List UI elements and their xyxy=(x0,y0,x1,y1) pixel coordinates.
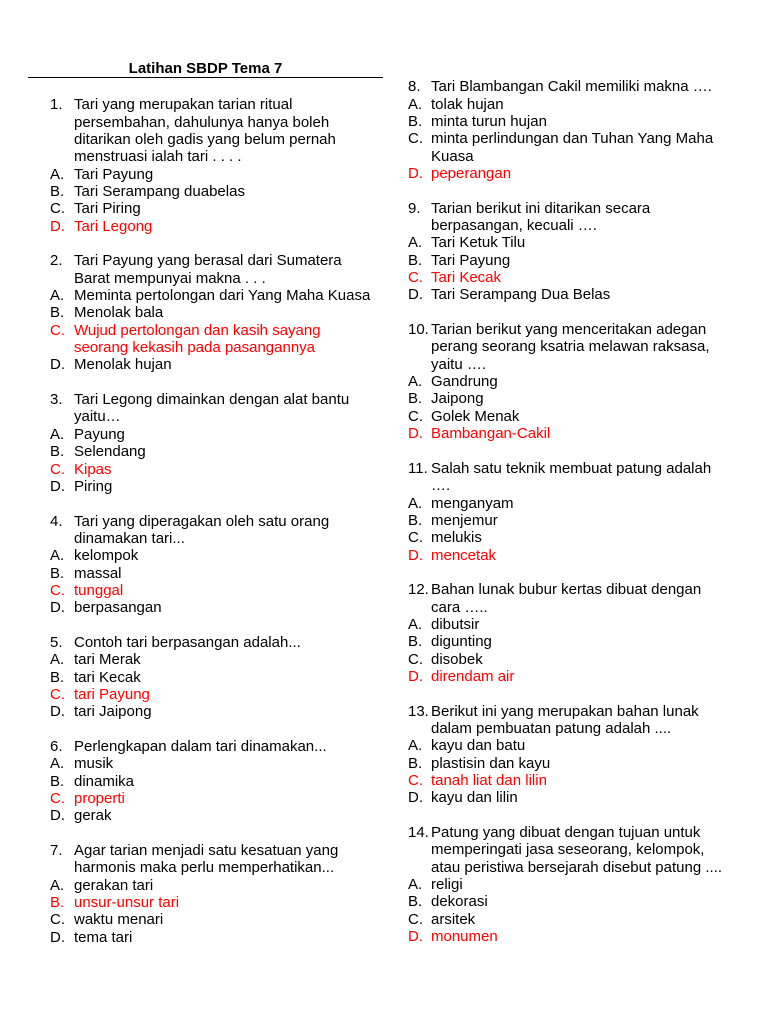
option-text: Jaipong xyxy=(431,390,484,408)
question-number: 1. xyxy=(50,96,63,114)
option-text: massal xyxy=(74,564,122,582)
option-a xyxy=(50,287,395,304)
option-letter: D. xyxy=(50,356,65,374)
option-letter: B. xyxy=(50,564,65,582)
option-text: Gandrung xyxy=(431,373,498,391)
option-a xyxy=(408,234,758,251)
question-text: Bahan lunak bubur kertas dibuat dengan cara ….. xyxy=(431,581,702,616)
question-stem xyxy=(408,78,758,95)
option-c xyxy=(50,582,395,599)
option-d xyxy=(50,599,395,616)
option-letter: B. xyxy=(50,772,65,790)
option-letter: C. xyxy=(50,321,65,339)
option-letter: D. xyxy=(408,286,423,304)
option-text: tari Merak xyxy=(74,651,141,669)
question-number: 4. xyxy=(50,512,63,530)
option-text: tari Jaipong xyxy=(74,703,152,721)
option-letter: C. xyxy=(408,650,423,668)
option-b xyxy=(50,669,395,686)
option-letter: B. xyxy=(50,304,65,322)
option-text: Menolak bala xyxy=(74,304,164,322)
option-text: Tari Ketuk Tilu xyxy=(431,234,526,252)
left-column xyxy=(50,96,395,963)
option-letter: B. xyxy=(408,390,423,408)
question-text: Tarian berikut ini ditarikan secara berpasangan, kecuali …. xyxy=(431,199,651,235)
option-c xyxy=(408,408,758,425)
question-stem xyxy=(408,824,758,876)
option-b xyxy=(408,512,758,529)
question-stem xyxy=(50,391,395,426)
option-letter: D. xyxy=(50,703,65,721)
option-text: gerakan tari xyxy=(74,876,154,894)
question-text: Tari Payung yang berasal dari Sumatera Barat mempunyai makna . . . xyxy=(74,252,342,287)
option-d xyxy=(408,928,758,945)
option-text: tari Kecak xyxy=(74,668,141,686)
option-c xyxy=(408,269,758,286)
option-letter: C. xyxy=(50,685,65,703)
option-letter: C. xyxy=(408,407,423,425)
option-b xyxy=(50,894,395,911)
option-b xyxy=(50,304,395,321)
option-letter: A. xyxy=(50,547,65,565)
option-text: kayu dan batu xyxy=(431,737,526,755)
option-letter: B. xyxy=(50,894,65,912)
right-column xyxy=(408,78,758,963)
question-text: Perlengkapan dalam tari dinamakan... xyxy=(74,738,327,756)
option-letter: C. xyxy=(408,529,423,547)
option-letter: A. xyxy=(408,95,423,113)
option-b xyxy=(408,390,758,407)
option-text: arsitek xyxy=(431,910,476,928)
option-letter: D. xyxy=(50,599,65,617)
option-d xyxy=(50,703,395,720)
option-letter: D. xyxy=(408,789,423,807)
question-text: Salah satu teknik membuat patung adalah …. xyxy=(431,459,712,495)
title-underline xyxy=(28,77,383,78)
option-a xyxy=(408,495,758,512)
option-text: kayu dan lilin xyxy=(431,789,518,807)
option-d xyxy=(408,789,758,806)
option-letter: C. xyxy=(50,581,65,599)
question-text: Agar tarian menjadi satu kesatuan yang harmonis maka perlu memperhatikan... xyxy=(74,842,339,877)
question-3 xyxy=(50,391,395,495)
option-a xyxy=(408,737,758,754)
option-c xyxy=(408,911,758,928)
option-text: Tari Serampang duabelas xyxy=(74,183,245,201)
option-a xyxy=(408,616,758,633)
option-text: Kipas xyxy=(74,460,112,478)
option-c xyxy=(408,130,758,165)
option-letter: B. xyxy=(50,668,65,686)
option-text: Piring xyxy=(74,477,113,495)
option-text: tema tari xyxy=(74,928,133,946)
option-d xyxy=(50,807,395,824)
option-b xyxy=(50,443,395,460)
option-letter: A. xyxy=(50,876,65,894)
question-number: 7. xyxy=(50,842,63,860)
option-c xyxy=(408,651,758,668)
option-letter: A. xyxy=(408,234,423,252)
option-letter: A. xyxy=(50,165,65,183)
option-letter: C. xyxy=(408,910,423,928)
option-letter: B. xyxy=(408,893,423,911)
question-number: 6. xyxy=(50,738,63,756)
option-text: mencetak xyxy=(431,546,497,564)
option-text: dinamika xyxy=(74,772,135,790)
option-c xyxy=(408,529,758,546)
option-a xyxy=(50,651,395,668)
option-text: Tari Payung xyxy=(74,165,154,183)
question-text: Tari yang merupakan tarian ritual persembahan, dahulunya hanya boleh ditarikan oleh gadis yang belum pernah menstruasi ialah tari . . . . xyxy=(74,96,336,166)
question-text: Contoh tari berpasangan adalah... xyxy=(74,633,301,651)
option-b xyxy=(408,113,758,130)
question-stem xyxy=(408,460,758,495)
option-letter: D. xyxy=(50,217,65,235)
option-c xyxy=(50,911,395,928)
question-stem xyxy=(408,200,758,235)
question-11 xyxy=(408,460,758,564)
question-stem xyxy=(50,96,395,165)
option-letter: B. xyxy=(50,183,65,201)
question-number: 14. xyxy=(408,824,429,842)
option-c xyxy=(50,461,395,478)
option-letter: D. xyxy=(408,425,423,443)
question-12 xyxy=(408,581,758,685)
option-letter: B. xyxy=(50,443,65,461)
option-letter: A. xyxy=(50,651,65,669)
question-text: Berikut ini yang merupakan bahan lunak dalam pembuatan patung adalah .... xyxy=(431,702,699,738)
question-stem xyxy=(408,703,758,738)
option-text: menjemur xyxy=(431,511,498,529)
option-text: Wujud pertolongan dan kasih sayang seorang kekasih pada pasangannya xyxy=(74,321,321,357)
option-letter: A. xyxy=(408,876,423,894)
question-number: 9. xyxy=(408,199,421,217)
option-text: melukis xyxy=(431,529,482,547)
question-stem xyxy=(408,581,758,616)
option-text: direndam air xyxy=(431,667,515,685)
option-text: berpasangan xyxy=(74,599,162,617)
question-number: 8. xyxy=(408,78,421,96)
option-a xyxy=(50,877,395,894)
option-text: plastisin dan kayu xyxy=(431,754,551,772)
option-letter: A. xyxy=(50,287,65,305)
option-letter: D. xyxy=(408,546,423,564)
question-stem xyxy=(50,634,395,651)
option-text: dibutsir xyxy=(431,615,480,633)
option-letter: B. xyxy=(408,251,423,269)
option-text: Tari Serampang Dua Belas xyxy=(431,286,611,304)
option-d xyxy=(408,425,758,442)
option-b xyxy=(408,893,758,910)
option-text: Tari Legong xyxy=(74,217,153,235)
option-letter: A. xyxy=(50,755,65,773)
option-text: disobek xyxy=(431,650,483,668)
question-number: 12. xyxy=(408,581,429,599)
option-letter: C. xyxy=(50,460,65,478)
question-7 xyxy=(50,842,395,946)
option-a xyxy=(50,166,395,183)
option-letter: C. xyxy=(408,269,423,287)
option-c xyxy=(50,790,395,807)
question-10 xyxy=(408,321,758,442)
option-text: dekorasi xyxy=(431,893,488,911)
question-4 xyxy=(50,513,395,617)
question-number: 11. xyxy=(408,459,428,477)
option-a xyxy=(50,547,395,564)
option-letter: A. xyxy=(408,615,423,633)
option-text: tolak hujan xyxy=(431,95,504,113)
question-14 xyxy=(408,824,758,945)
option-text: gerak xyxy=(74,807,112,825)
question-number: 13. xyxy=(408,702,429,720)
option-letter: D. xyxy=(50,477,65,495)
question-text: Tari yang diperagakan oleh satu orang dinamakan tari... xyxy=(74,512,330,547)
option-letter: C. xyxy=(50,790,65,808)
option-text: Meminta pertolongan dari Yang Maha Kuasa xyxy=(74,287,371,305)
option-text: properti xyxy=(74,790,125,808)
option-letter: C. xyxy=(50,200,65,218)
option-letter: B. xyxy=(408,754,423,772)
question-text: Tari Legong dimainkan dengan alat bantu yaitu… xyxy=(74,391,350,426)
option-letter: A. xyxy=(408,737,423,755)
question-number: 3. xyxy=(50,391,63,409)
question-6 xyxy=(50,738,395,825)
option-letter: C. xyxy=(50,911,65,929)
option-c xyxy=(50,322,395,357)
option-text: tanah liat dan lilin xyxy=(431,772,547,790)
option-c xyxy=(50,200,395,217)
option-a xyxy=(50,426,395,443)
option-letter: B. xyxy=(408,633,423,651)
option-a xyxy=(408,876,758,893)
option-letter: C. xyxy=(408,772,423,790)
question-number: 2. xyxy=(50,252,63,270)
option-text: digunting xyxy=(431,633,492,651)
option-letter: B. xyxy=(408,511,423,529)
option-text: Golek Menak xyxy=(431,407,520,425)
option-d xyxy=(50,356,395,373)
option-b xyxy=(50,565,395,582)
option-d xyxy=(50,929,395,946)
option-d xyxy=(50,478,395,495)
question-8 xyxy=(408,78,758,182)
option-text: peperangan xyxy=(431,165,512,183)
option-letter: A. xyxy=(50,425,65,443)
option-b xyxy=(408,755,758,772)
option-b xyxy=(408,633,758,650)
option-text: kelompok xyxy=(74,547,139,565)
option-a xyxy=(408,373,758,390)
option-c xyxy=(50,686,395,703)
option-letter: D. xyxy=(408,928,423,946)
question-1 xyxy=(50,96,395,235)
option-b xyxy=(50,773,395,790)
option-letter: D. xyxy=(50,928,65,946)
option-a xyxy=(408,96,758,113)
option-letter: D. xyxy=(408,165,423,183)
question-stem xyxy=(408,321,758,373)
option-d xyxy=(408,165,758,182)
option-text: Tari Kecak xyxy=(431,269,502,287)
option-text: Menolak hujan xyxy=(74,356,172,374)
option-d xyxy=(50,218,395,235)
option-d xyxy=(408,286,758,303)
option-text: waktu menari xyxy=(74,911,164,929)
option-text: minta turun hujan xyxy=(431,112,547,130)
option-text: monumen xyxy=(431,928,498,946)
option-c xyxy=(408,772,758,789)
question-stem xyxy=(50,513,395,548)
question-number: 5. xyxy=(50,633,63,651)
worksheet-title: Latihan SBDP Tema 7 xyxy=(128,60,283,77)
option-text: tari Payung xyxy=(74,685,150,703)
question-stem xyxy=(50,842,395,877)
option-letter: D. xyxy=(50,807,65,825)
option-text: musik xyxy=(74,755,114,773)
question-stem xyxy=(50,738,395,755)
option-letter: C. xyxy=(408,130,423,148)
question-13 xyxy=(408,703,758,807)
option-text: minta perlindungan dan Tuhan Yang Maha Kuasa xyxy=(431,130,714,165)
option-d xyxy=(408,668,758,685)
option-text: Tari Payung xyxy=(431,251,511,269)
question-9 xyxy=(408,200,758,304)
option-b xyxy=(50,183,395,200)
option-text: menganyam xyxy=(431,494,514,512)
question-stem xyxy=(50,252,395,287)
option-text: Payung xyxy=(74,425,125,443)
question-number: 10. xyxy=(408,321,429,339)
question-text: Tari Blambangan Cakil memiliki makna …. xyxy=(431,78,712,96)
option-b xyxy=(408,252,758,269)
option-letter: B. xyxy=(408,112,423,130)
question-5 xyxy=(50,634,395,721)
option-letter: A. xyxy=(408,373,423,391)
option-d xyxy=(408,547,758,564)
option-text: tunggal xyxy=(74,581,124,599)
question-2 xyxy=(50,252,395,373)
question-text: Patung yang dibuat dengan tujuan untuk memperingati jasa seseorang, kelompok, atau peristiwa bersejarah disebut patung .... xyxy=(431,824,723,876)
question-text: Tarian berikut yang menceritakan adegan perang seorang ksatria melawan raksasa, yaitu …. xyxy=(431,321,710,373)
option-letter: D. xyxy=(408,667,423,685)
option-text: religi xyxy=(431,876,463,894)
option-text: Bambangan-Cakil xyxy=(431,425,551,443)
option-text: unsur-unsur tari xyxy=(74,894,180,912)
option-letter: A. xyxy=(408,494,423,512)
option-text: Tari Piring xyxy=(74,200,141,218)
option-a xyxy=(50,755,395,772)
option-text: Selendang xyxy=(74,443,146,461)
